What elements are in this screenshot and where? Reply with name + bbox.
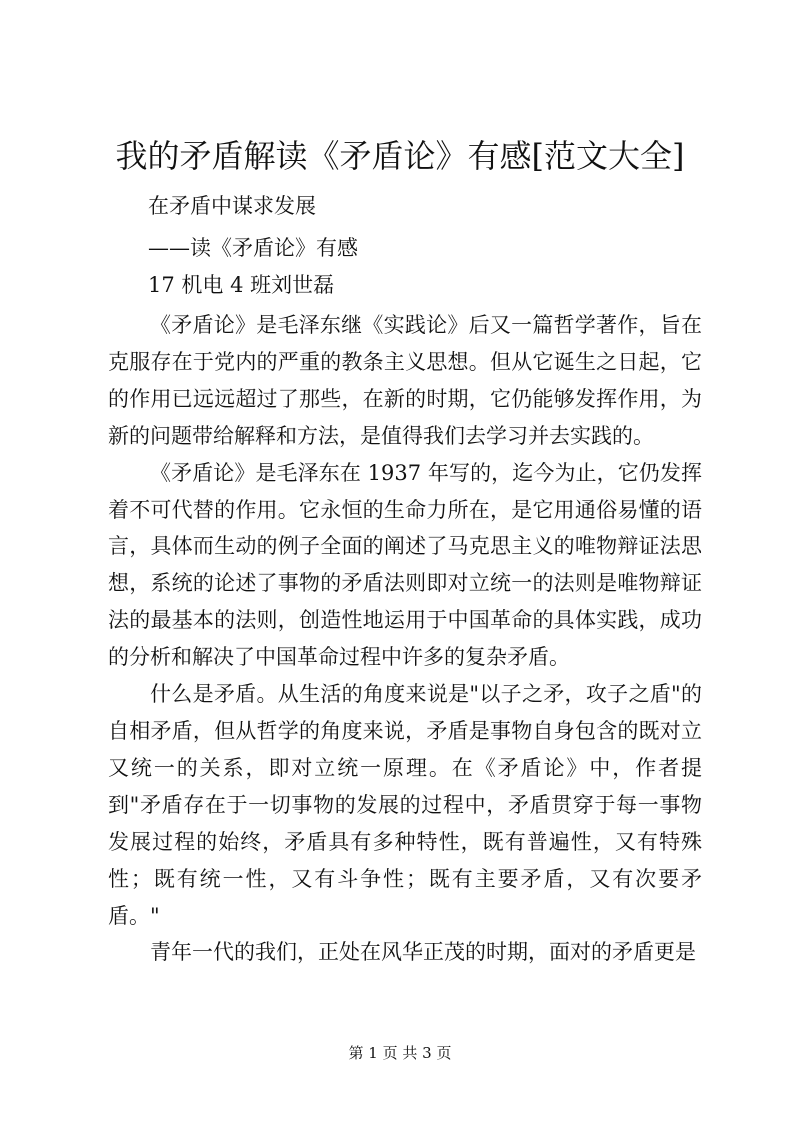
paragraph: 什么是矛盾。从生活的角度来说是"以子之矛，攻子之盾"的自相矛盾，但从哲学的角度来说，矛盾是事物自身包含的既对立又统一的关系，即对立统一原理。在《矛盾论》中，作者提到"矛盾存在于一切事物的发展的过程中，矛盾贯穿于每一事物发展过程的始终，矛盾具有多种特性，既有普遍性，又有特殊性；既有统一性，又有斗争性；既有主要矛盾，又有次要矛盾。" — [108, 682, 702, 928]
page-number-footer: 第 1 页 共 3 页 — [348, 1044, 452, 1062]
paragraph: 《矛盾论》是毛泽东继《实践论》后又一篇哲学著作，旨在克服存在于党内的严重的教条主义思想。但从它诞生之日起，它的作用已远远超过了那些，在新的时期，它仍能够发挥作用，为新的问题带给解释和方法，是值得我们去学习并去实践的。 — [108, 313, 702, 448]
paragraph: 青年一代的我们，正处在风华正茂的时期，面对的矛盾更是 — [150, 940, 696, 965]
paragraph: 《矛盾论》是毛泽东在 1937 年写的，迄今为止，它仍发挥着不可代替的作用。它永恒的生命力所在，是它用通俗易懂的语言，具体而生动的例子全面的阐述了马克思主义的唯物辩证法思想，系统的论述了事物的矛盾法则即对立统一的法则是唯物辩证法的最基本的法则，创造性地运用于中国革命的具体实践，成功的分析和解决了中国革命过程中许多的复杂矛盾。 — [108, 460, 702, 670]
subtitle-line: 在矛盾中谋求发展 — [148, 194, 316, 218]
document-title: 我的矛盾解读《矛盾论》有感[范文大全] — [115, 137, 685, 175]
document-body — [108, 307, 702, 971]
subtitle-line: ——读《矛盾论》有感 — [148, 236, 358, 260]
author-line: 17 机电 4 班刘世磊 — [148, 273, 335, 297]
